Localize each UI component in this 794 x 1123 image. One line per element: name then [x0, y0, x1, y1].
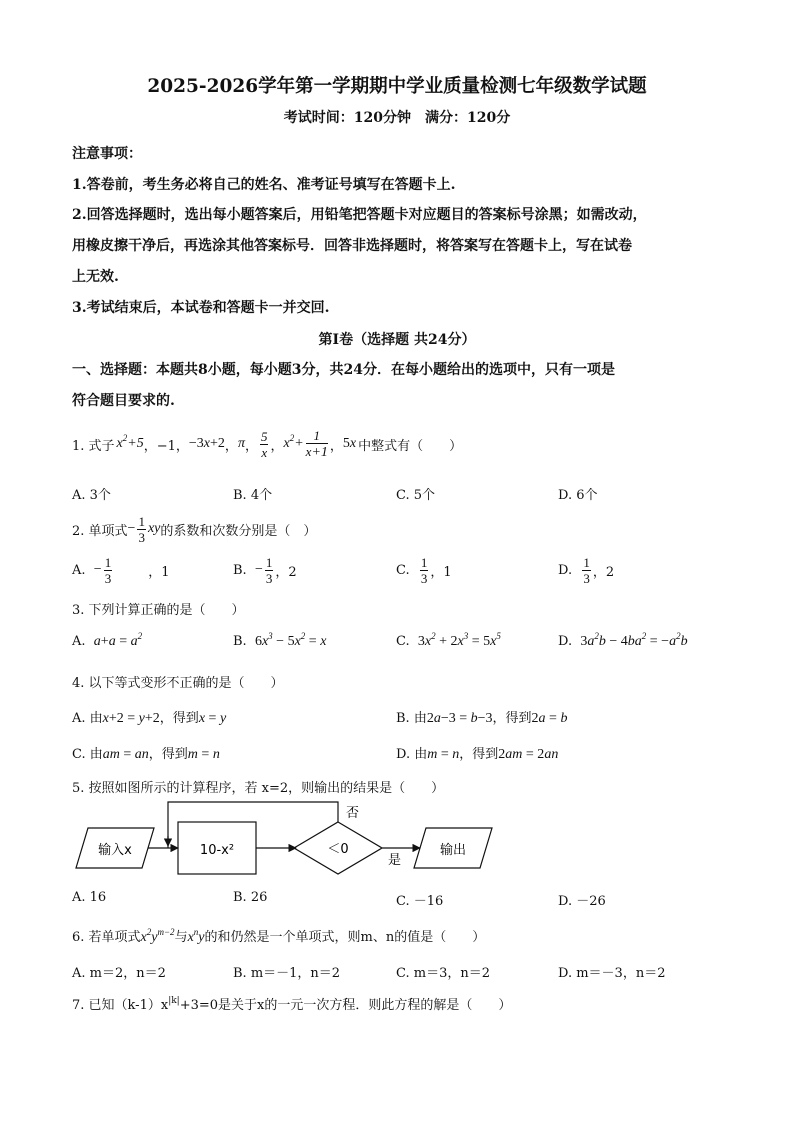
q6-suffix: 的和仍然是一个单项式，则m、n的值是（ ）	[204, 930, 486, 945]
q1-option-b[interactable]: B. 4个	[233, 488, 273, 503]
q6-option-b[interactable]: B. m＝－1，n＝2	[233, 966, 341, 981]
q3-option-b[interactable]: B. $6x^3 - 5x^2 = x$	[233, 631, 327, 649]
flow-output-label: 输出	[439, 843, 467, 858]
q1-option-a[interactable]: A. 3个	[72, 488, 111, 503]
q1-option-d[interactable]: D. 6个	[558, 488, 598, 503]
q4-option-b[interactable]: B. 由2a−3 = b−3，得到2a = b	[396, 711, 568, 726]
question-5: 5. 按照如图所示的计算程序，若 x=2，则输出的结果是（ ）	[72, 781, 445, 796]
flowchart	[70, 796, 500, 886]
q2-d-fraction: $\frac{1}{3}$	[583, 554, 590, 586]
q1-expr-5x: 5x	[342, 436, 357, 451]
q2-option-b[interactable]: B. − $\frac{1}{3}$ ，2	[233, 554, 297, 586]
q1-fraction-1-over-x-plus-1: $\frac{1}{x+1}$	[305, 428, 328, 460]
q2-expr-xy: xy	[147, 521, 161, 536]
flow-loop-line	[168, 802, 338, 848]
q7-exponent: |k|	[168, 996, 180, 1006]
q2-option-d[interactable]: D. $\frac{1}{3}$ ，2	[558, 554, 615, 586]
question-1	[72, 424, 462, 464]
notice-item-2-line-1: 2.回答选择题时，选出每小题答案后，用铅笔把答题卡对应题目的答案标号涂黑；如需改动，	[72, 207, 647, 223]
flow-decision-label: ＜0	[327, 842, 349, 857]
q1-expr-x2-plus-frac: $x^2+$	[283, 433, 304, 451]
q5-option-b[interactable]: B. 26	[233, 890, 268, 905]
q6-monomial-2: $x^ny$	[187, 927, 205, 945]
flow-process-label: 10-x²	[199, 843, 235, 858]
q5-option-a[interactable]: A. 16	[72, 890, 107, 905]
question-2	[72, 510, 316, 548]
notice-heading: 注意事项：	[72, 146, 142, 162]
q6-prefix: 6. 若单项式	[72, 930, 141, 945]
q1-option-c[interactable]: C. 5个	[396, 488, 436, 503]
q5-option-d[interactable]: D. －26	[558, 894, 606, 909]
question-7	[72, 994, 511, 1013]
q1-sep-5: ，	[329, 438, 343, 454]
q2-minus-sign: −	[127, 521, 136, 536]
q6-option-d[interactable]: D. m＝－3，n＝2	[558, 966, 666, 981]
section-heading: 第Ⅰ卷（选择题 共24分）	[318, 332, 476, 348]
q6-monomial-1: $x^2y^{m-2}$	[140, 927, 175, 945]
q1-sep-3: ，	[244, 438, 258, 454]
q4-option-c[interactable]: C. 由am = an，得到m = n	[72, 747, 220, 762]
question-3: 3. 下列计算正确的是（ ）	[72, 603, 245, 618]
q7-prefix: 7. 已知（k-1）x	[72, 998, 169, 1013]
notice-item-1: 1.答卷前，考生务必将自己的姓名、准考证号填写在答题卡上.	[72, 177, 456, 193]
q2-a-fraction: $\frac{1}{3}$	[104, 554, 112, 586]
q2-option-a[interactable]: A. − $\frac{1}{3}$ ，1	[72, 554, 170, 586]
q2-c-fraction: $\frac{1}{3}$	[420, 554, 428, 586]
page-title: 2025-2026学年第一学期期中学业质量检测七年级数学试题	[147, 76, 647, 97]
q6-option-a[interactable]: A. m＝2，n＝2	[72, 966, 166, 981]
question-4: 4. 以下等式变形不正确的是（ ）	[72, 676, 284, 691]
q2-prefix: 2. 单项式	[72, 523, 128, 539]
q1-pi: π	[237, 436, 245, 451]
q3-option-a[interactable]: A. $a+a = a^2$	[72, 631, 143, 649]
q4-option-a[interactable]: A. 由x+2 = y+2，得到x = y	[72, 711, 227, 726]
q1-prefix: 1. 式子	[72, 438, 115, 454]
q7-suffix: +3=0是关于x的一元一次方程．则此方程的解是（ ）	[179, 998, 512, 1013]
q6-option-c[interactable]: C. m＝3，n＝2	[396, 966, 490, 981]
section-instruction-line-1: 一、选择题：本题共8小题，每小题3分，共24分．在每小题给出的选项中，只有一项是	[72, 362, 615, 378]
q2-b-fraction: $\frac{1}{3}$	[265, 554, 273, 586]
q1-sep-2: ，	[224, 438, 238, 454]
exam-info: 考试时间：120分钟 满分：120分	[283, 110, 511, 126]
q1-suffix: 中整式有（ ）	[358, 438, 463, 454]
q2-fraction-1-over-3: $\frac{1}{3}$	[138, 513, 145, 545]
section-instruction-line-2: 符合题目要求的.	[72, 393, 175, 409]
q1-sep-4: ，	[270, 438, 284, 454]
q4-option-d[interactable]: D. 由m = n，得到2am = 2an	[396, 747, 559, 762]
question-6	[72, 926, 485, 946]
flow-no-label: 否	[346, 806, 360, 821]
notice-item-2-line-3: 上无效.	[72, 269, 119, 285]
q1-expr-x2-plus-5: $x^2+5$	[116, 433, 144, 451]
notice-item-2-line-2: 用橡皮擦干净后，再选涂其他答案标号．回答非选择题时，将答案写在答题卡上，写在试卷	[72, 238, 632, 254]
q1-sep-1: ，−1，	[143, 438, 189, 454]
q6-mid: 与	[174, 930, 188, 945]
q3-option-d[interactable]: D. $3a^2b - 4ba^2 = -a^2b$	[558, 631, 688, 649]
notice-item-3: 3.考试结束后，本试卷和答题卡一并交回.	[72, 300, 330, 316]
q3-option-c[interactable]: C. $3x^2 + 2x^3 = 5x^5$	[396, 631, 501, 649]
flow-yes-label: 是	[388, 853, 402, 868]
q2-suffix: 的系数和次数分别是（ ）	[160, 523, 317, 539]
q1-expr-neg3x-plus-2: −3x+2	[188, 436, 225, 451]
q5-option-c[interactable]: C. －16	[396, 894, 444, 909]
flow-input-label: 输入x	[98, 843, 132, 858]
q2-option-c[interactable]: C. $\frac{1}{3}$ ，1	[396, 554, 452, 586]
q1-fraction-5-over-x: $\frac{5}{x}$	[260, 428, 268, 460]
